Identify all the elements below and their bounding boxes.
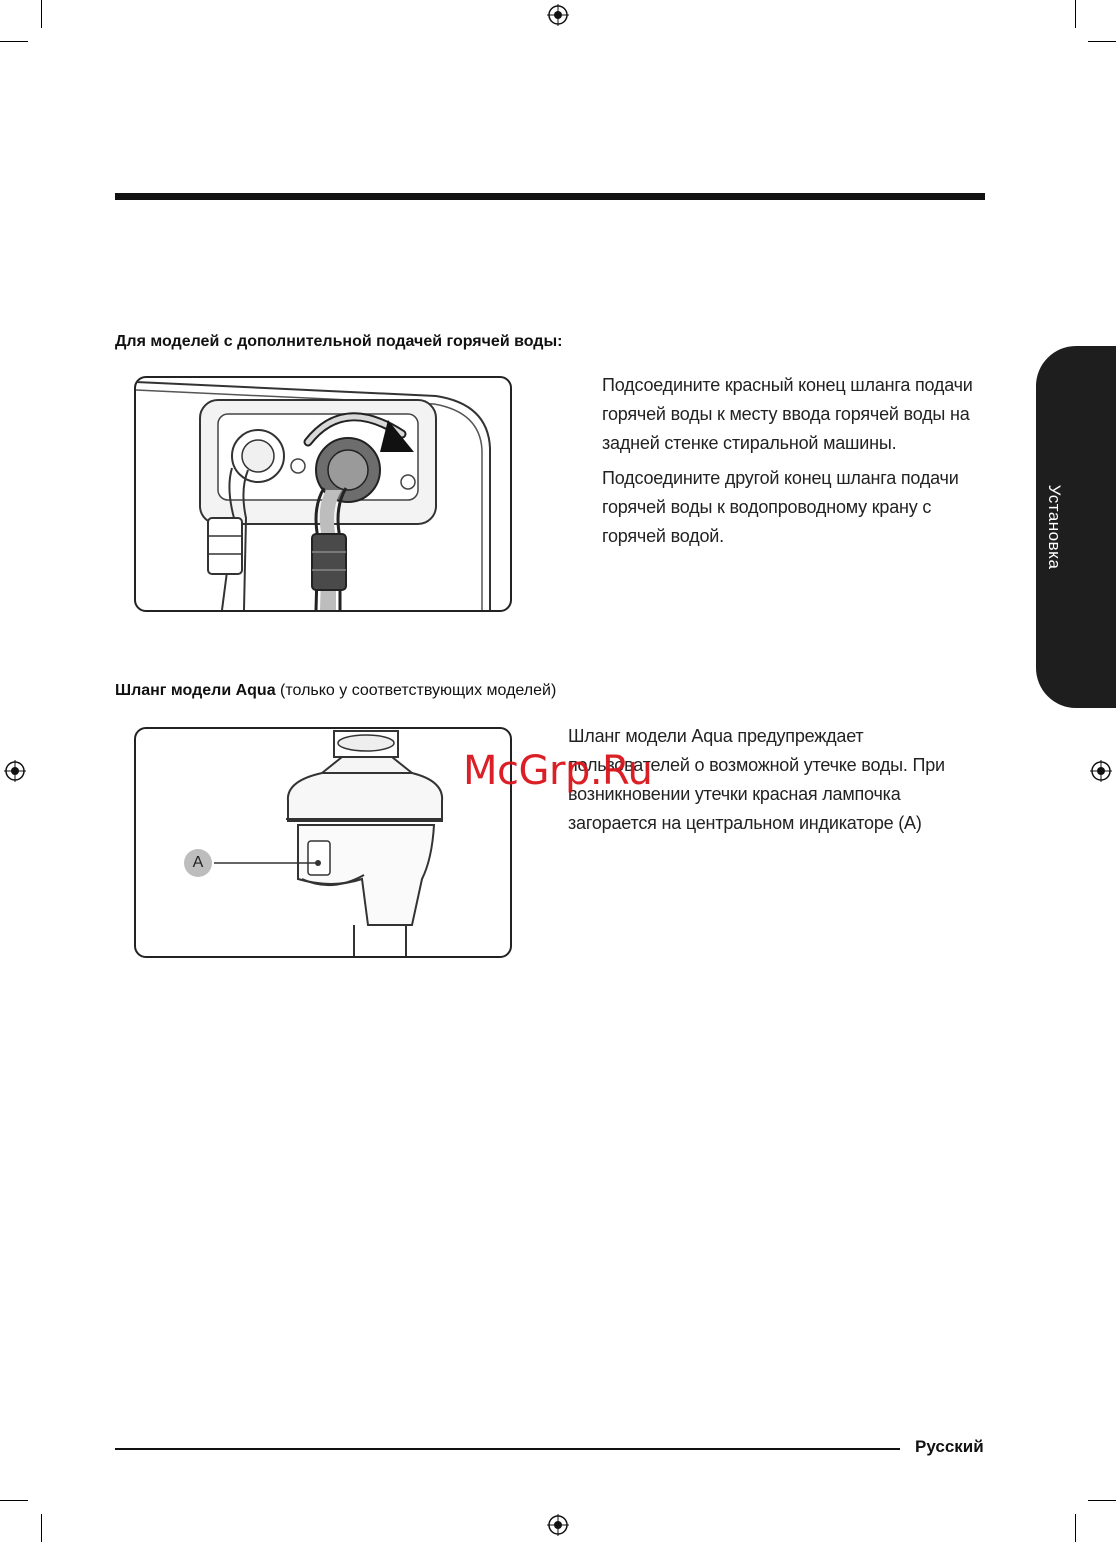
- footer-language: Русский: [915, 1437, 984, 1456]
- crop-mark: [1075, 0, 1076, 28]
- hot-water-hose-illustration: [134, 376, 512, 612]
- crop-mark: [1088, 41, 1116, 42]
- crop-mark: [1088, 1500, 1116, 1501]
- registration-mark-icon: [547, 1514, 569, 1536]
- crop-mark: [41, 1514, 42, 1542]
- description-paragraph: Шланг модели Aqua предупреждает пользователей о возможной утечке воды. При возникновении утечки красная лампочка загорается на центральном индикаторе (A): [568, 726, 945, 833]
- registration-mark-icon: [547, 4, 569, 26]
- footer-rule: [115, 1448, 900, 1450]
- section-heading-aqua-hose: [115, 682, 556, 700]
- instruction-paragraph: Подсоедините красный конец шланга подачи горячей воды к месту ввода горячей воды на задней стенке стиральной машины.: [602, 375, 973, 453]
- section-heading-hot-water: Для моделей с дополнительной подачей горячей воды:: [115, 333, 563, 350]
- instruction-paragraph: Подсоедините другой конец шланга подачи горячей воды к водопроводному крану с горячей водой.: [602, 468, 959, 546]
- aqua-hose-illustration: [134, 727, 512, 958]
- side-tab-label: Установка: [1045, 484, 1064, 570]
- crop-mark: [41, 0, 42, 28]
- heading-light-part: (только у соответствующих моделей): [275, 682, 557, 699]
- crop-mark: [0, 41, 28, 42]
- registration-mark-icon: [4, 760, 26, 782]
- crop-mark: [0, 1500, 28, 1501]
- callout-a-label: A: [192, 854, 204, 871]
- hot-water-instructions: [602, 371, 982, 557]
- aqua-hose-drawing: [136, 729, 510, 956]
- callout-a: [184, 849, 212, 877]
- crop-mark: [1075, 1514, 1076, 1542]
- header-rule: [115, 193, 985, 200]
- hose-connection-drawing: [136, 378, 510, 610]
- heading-bold-part: Шланг модели Aqua: [115, 682, 276, 699]
- watermark: McGrp.Ru: [463, 748, 653, 794]
- registration-mark-icon: [1090, 760, 1112, 782]
